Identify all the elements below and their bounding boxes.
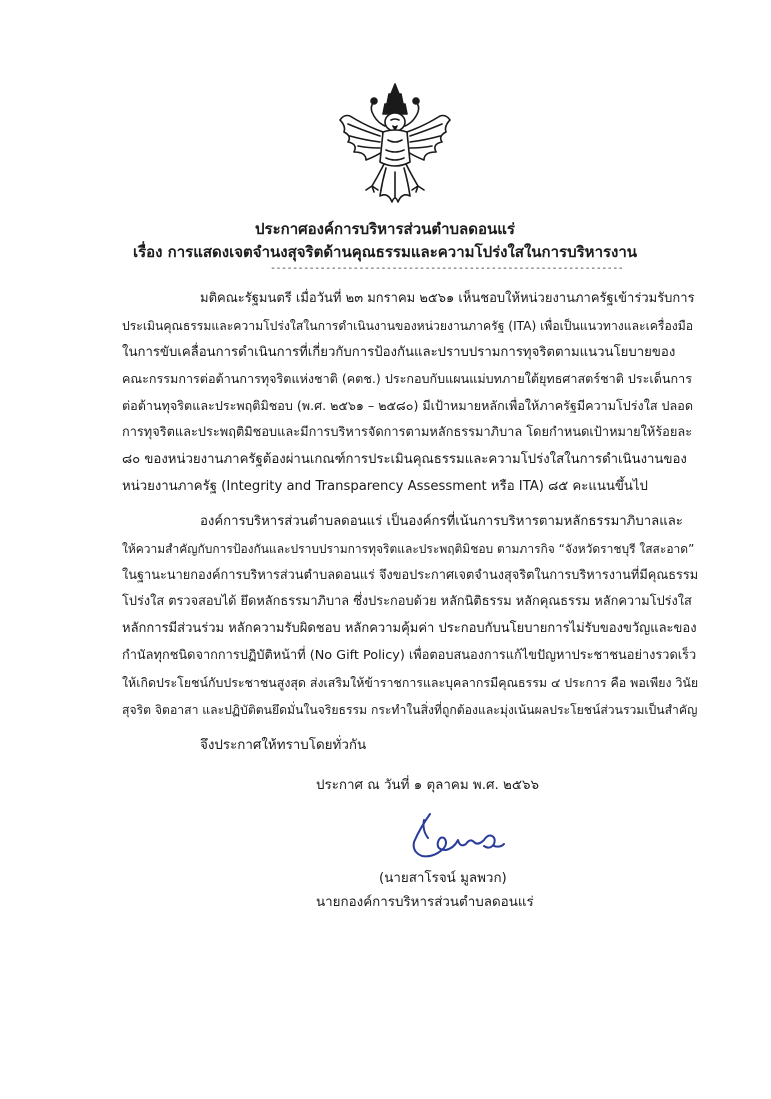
- paragraph-line: ประเมินคุณธรรมและความโปร่งใสในการดำเนินงานของหน่วยงานภาครัฐ (ITA) เพื่อเป็นแนวทางและเครื่องมือ: [122, 318, 694, 333]
- paragraph-line: ต่อต้านทุจริตและประพฤติมิชอบ (พ.ศ. ๒๕๖๑ – ๒๕๘๐) มีเป้าหมายหลักเพื่อให้ภาครัฐมีความโปร่งใส ปลอด: [122, 398, 693, 414]
- announcement-date: ประกาศ ณ วันที่ ๑ ตุลาคม พ.ศ. ๒๕๖๖: [316, 778, 539, 793]
- paragraph-line: ให้เกิดประโยชน์กับประชาชนสูงสุด ส่งเสริมให้ข้าราชการและบุคลากรมีคุณธรรม ๔ ประการ คือ พอเพียง วินัย: [122, 674, 699, 690]
- paragraph-line: คณะกรรมการต่อต้านการทุจริตแห่งชาติ (คตช.) ประกอบกับแผนแม่บทภายใต้ยุทธศาสตร์ชาติ ประเด็นการ: [122, 371, 692, 387]
- paragraph-line: การทุจริตและประพฤติมิชอบและมีการบริหารจัดการตามหลักธรรมาภิบาล โดยกำหนดเป้าหมายให้ร้อยละ: [122, 424, 693, 440]
- garuda-emblem-icon: [336, 82, 454, 208]
- paragraph-line: ๘๐ ของหน่วยงานภาครัฐต้องผ่านเกณฑ์การประเมินคุณธรรมและความโปร่งใสในการดำเนินงานของ: [122, 451, 687, 467]
- signer-position: นายกองค์การบริหารส่วนตำบลดอนแร่: [316, 895, 534, 910]
- announcement-subject: เรื่อง การแสดงเจตจำนงสุจริตด้านคุณธรรมและความโปร่งใสในการบริหารงาน: [132, 243, 638, 261]
- announcement-closing: จึงประกาศให้ทราบโดยทั่วกัน: [200, 738, 367, 753]
- announcement-title: ประกาศองค์การบริหารส่วนตำบลดอนแร่: [255, 220, 515, 238]
- paragraph-line: โปร่งใส ตรวจสอบได้ ยึดหลักธรรมาภิบาล ซึ่งประกอบด้วย หลักนิติธรรม หลักคุณธรรม หลักความโปร่งใส: [122, 594, 692, 610]
- paragraph-line: หน่วยงานภาครัฐ (Integrity and Transparency Assessment หรือ ITA) ๘๕ คะแนนขึ้นไป: [122, 478, 648, 494]
- paragraph-1: [122, 286, 700, 500]
- paragraph-line: ในการขับเคลื่อนการดำเนินการที่เกี่ยวกับการป้องกันและปราบปรามการทุจริตตามแนวนโยบายของ: [122, 344, 676, 360]
- paragraph-line: องค์การบริหารส่วนตำบลดอนแร่ เป็นองค์กรที่เน้นการบริหารตามหลักธรรมาภิบาลและ: [200, 514, 683, 529]
- paragraph-line: ในฐานะนายกองค์การบริหารส่วนตำบลดอนแร่ จึงขอประกาศเจตจำนงสุจริตในการบริหารงานที่มีคุณธรรม: [122, 567, 699, 583]
- paragraph-line: ให้ความสำคัญกับการป้องกันและปราบปรามการทุจริตและประพฤติมิชอบ ตามภารกิจ “จังหวัดราชบุรี ใสสะอาด”: [122, 541, 695, 556]
- paragraph-line: สุจริต จิตอาสา และปฏิบัติตนยึดมั่นในจริยธรรม กระทำในสิ่งที่ถูกต้องและมุ่งเน้นผลประโยชน์ส่วนรวมเป็นสำคัญ: [122, 702, 698, 717]
- signature-icon: [400, 808, 510, 864]
- paragraph-line: กำนัลทุกชนิดจากการปฏิบัติหน้าที่ (No Gift Policy) เพื่อตอบสนองการแก้ไขปัญหาประชาชนอย่างรวดเร็ว: [122, 647, 697, 663]
- signer-name: (นายสาโรจน์ มูลพวก): [379, 871, 507, 886]
- paragraph-line: มติคณะรัฐมนตรี เมื่อวันที่ ๒๓ มกราคม ๒๕๖๑ เห็นชอบให้หน่วยงานภาครัฐเข้าร่วมรับการ: [200, 291, 695, 306]
- paragraph-2: [122, 509, 700, 723]
- title-divider: ----------------------------------------------------------------: [270, 263, 624, 274]
- paragraph-line: หลักการมีส่วนร่วม หลักความรับผิดชอบ หลักความคุ้มค่า ประกอบกับนโยบายการไม่รับของขวัญและของ: [122, 621, 697, 637]
